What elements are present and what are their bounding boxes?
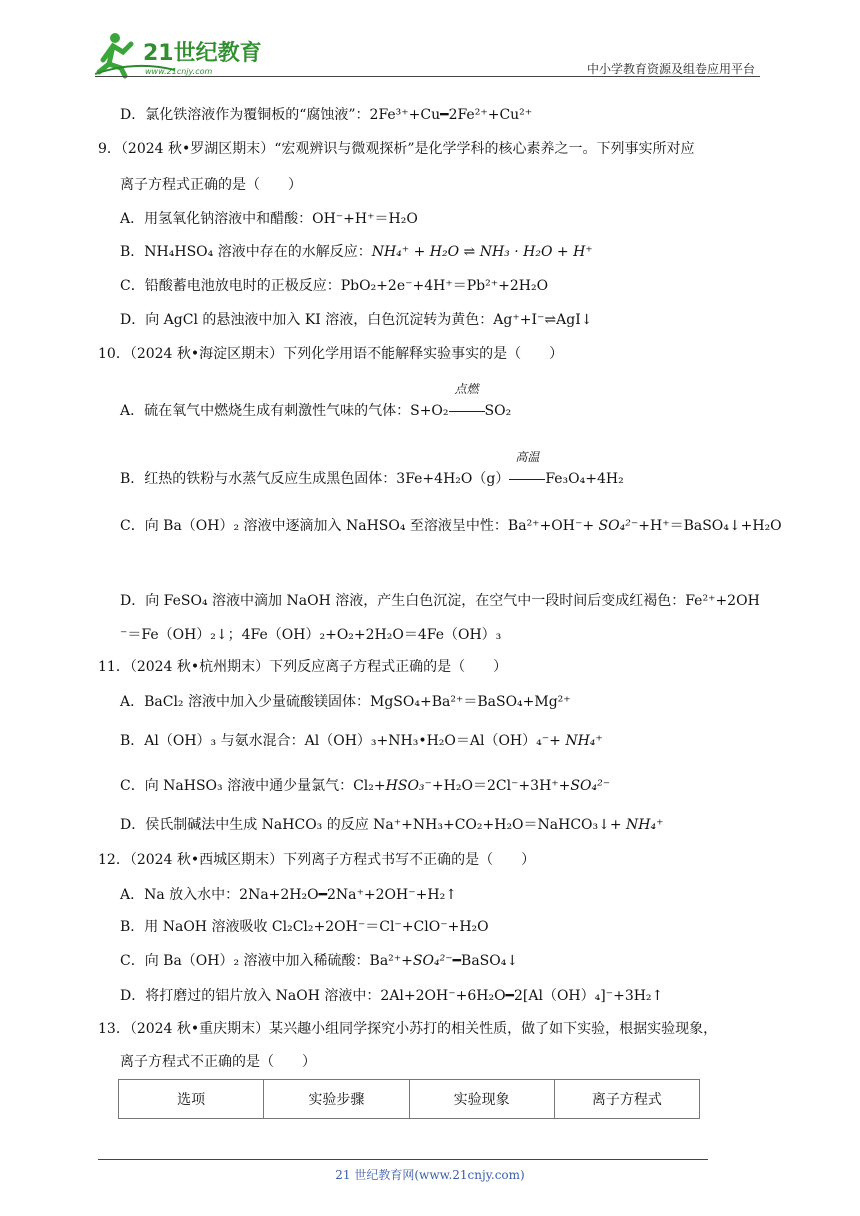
q12-stem: 12．（2024 秋•西城区期末）下列离子方程式书写不正确的是（ ） [98, 852, 536, 868]
q11-option-a: A．BaCl₂ 溶液中加入少量硫酸镁固体：MgSO₄+Ba²⁺＝BaSO₄+Mg²⁺ [120, 694, 571, 710]
svg-text:21世纪教育: 21世纪教育 [143, 41, 262, 66]
site-logo [95, 30, 265, 80]
q10-option-a: A．硫在氧气中燃烧生成有刺激性气味的气体：S+O₂ 点燃 SO₂ [120, 382, 512, 419]
q9-stem-cont: 离子方程式正确的是（ ） [120, 177, 302, 193]
reaction-arrow: 点燃 [449, 405, 485, 417]
table-header-row [119, 1080, 700, 1119]
q13-stem-cont: 离子方程式不正确的是（ ） [120, 1054, 316, 1070]
q12-option-d: D．将打磨过的铝片放入 NaOH 溶液中：2Al+2OH⁻+6H₂O━2[Al（OH）₄]⁻+3H₂↑ [120, 988, 664, 1004]
q9-stem: 9．（2024 秋•罗湖区期末）“宏观辨识与微观探析”是化学学科的核心素养之一。下列事实所对应 [98, 141, 695, 157]
table-header-cell: 实验现象 [409, 1080, 554, 1119]
q10-option-d-cont: ⁻＝Fe（OH）₂↓；4Fe（OH）₂+O₂+2H₂O＝4Fe（OH）₃ [120, 627, 502, 643]
q9-option-a: A．用氢氧化钠溶液中和醋酸：OH⁻+H⁺＝H₂O [120, 211, 418, 227]
experiment-table [118, 1079, 700, 1119]
page-header [95, 30, 760, 80]
q8-option-d: D．氯化铁溶液作为覆铜板的“腐蚀液”：2Fe³⁺+Cu━2Fe²⁺+Cu²⁺ [120, 107, 533, 123]
q10-option-b: B．红热的铁粉与水蒸气反应生成黑色固体：3Fe+4H₂O（g） 高温 Fe₃O₄+4H₂ [120, 450, 624, 487]
equation-math: + SO₄²⁻ [582, 518, 639, 534]
q11-stem: 11．（2024 秋•杭州期末）下列反应离子方程式正确的是（ ） [98, 659, 508, 675]
equation-math: + NH₄⁺ [549, 733, 603, 749]
table-header-cell: 选项 [119, 1080, 264, 1119]
footer-link[interactable]: 21 世纪教育网(www.21cnjy.com) [335, 1168, 525, 1182]
q10-stem: 10．（2024 秋•海淀区期末）下列化学用语不能解释实验事实的是（ ） [98, 346, 564, 362]
equation-math: + NH₄⁺ [609, 817, 664, 833]
q9-option-b: B．NH₄HSO₄ 溶液中存在的水解反应：NH₄⁺ + H₂O ⇌ NH₃ · H₂O + H⁺ [120, 244, 593, 260]
q11-option-d: D．侯氏制碱法中生成 NaHCO₃ 的反应 Na⁺+NH₃+CO₂+H₂O＝NaHCO₃↓+ NH₄⁺ [120, 817, 664, 833]
table-header-cell: 离子方程式 [554, 1080, 699, 1119]
footer-divider [98, 1159, 708, 1160]
q10-option-d: D．向 FeSO₄ 溶液中滴加 NaOH 溶液，产生白色沉淀，在空气中一段时间后变成红褐色：Fe²⁺+2OH [120, 593, 760, 609]
q12-option-a: A．Na 放入水中：2Na+2H₂O━2Na⁺+2OH⁻+H₂↑ [120, 887, 457, 903]
q9-option-d: D．向 AgCl 的悬浊液中加入 KI 溶液，白色沉淀转为黄色：Ag⁺+I⁻⇌AgI↓ [120, 312, 593, 328]
platform-name: 中小学教育资源及组卷应用平台 [586, 62, 755, 76]
q10-option-c: C．向 Ba（OH）₂ 溶液中逐滴加入 NaHSO₄ 至溶液呈中性：Ba²⁺+OH⁻+ SO₄²⁻+H⁺＝BaSO₄↓+H₂O [120, 518, 782, 534]
q11-option-c: C．向 NaHSO₃ 溶液中通少量氯气：Cl₂+HSO₃⁻+H₂O＝2Cl⁻+3H⁺+SO₄²⁻ [120, 778, 611, 794]
q13-stem: 13．（2024 秋•重庆期末）某兴趣小组同学探究小苏打的相关性质，做了如下实验，根据实验现象， [98, 1021, 718, 1037]
q12-option-b: B．用 NaOH 溶液吸收 Cl₂Cl₂+2OH⁻＝Cl⁻+ClO⁻+H₂O [120, 919, 489, 935]
q11-option-b: B．Al（OH）₃ 与氨水混合：Al（OH）₃+NH₃•H₂O＝Al（OH）₄⁻+ NH₄⁺ [120, 733, 603, 749]
svg-text:www.21cnjy.com: www.21cnjy.com [145, 67, 213, 76]
q9-option-c: C．铅酸蓄电池放电时的正极反应：PbO₂+2e⁻+4H⁺＝Pb²⁺+2H₂O [120, 278, 549, 294]
table-header-cell: 实验步骤 [264, 1080, 409, 1119]
header-divider [95, 76, 760, 77]
equation-math: NH₄⁺ + H₂O ⇌ NH₃ · H₂O + H⁺ [371, 244, 593, 260]
q12-option-c: C．向 Ba（OH）₂ 溶液中加入稀硫酸：Ba²⁺+SO₄²⁻━BaSO₄↓ [120, 953, 519, 969]
reaction-arrow: 高温 [509, 473, 545, 485]
